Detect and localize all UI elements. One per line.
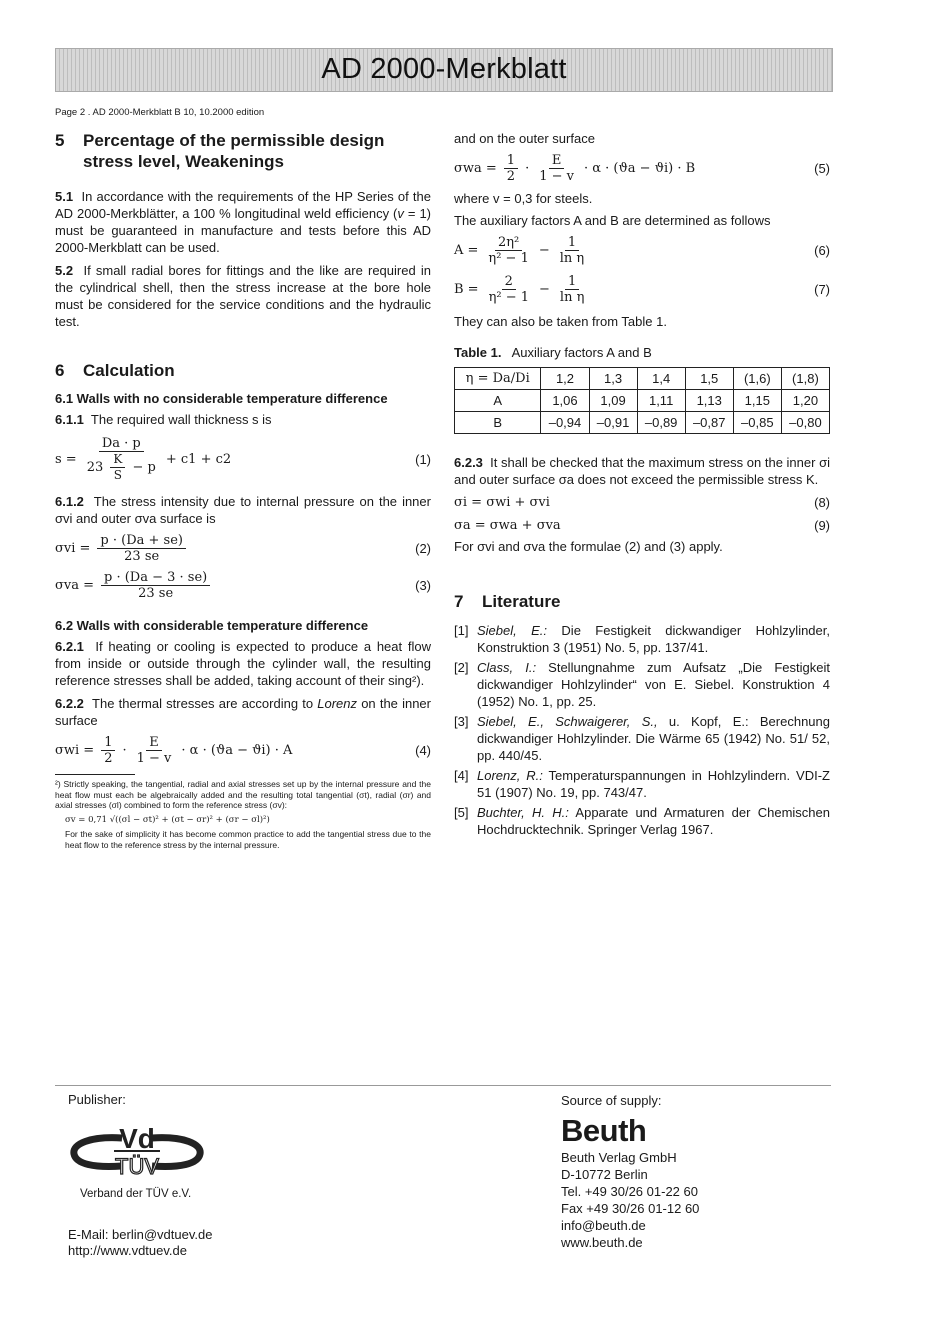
auxiliary-factors-table <box>454 367 830 434</box>
left-column <box>55 130 431 850</box>
equation-8: σi = σwi + σvi (8) <box>454 495 830 510</box>
source-of-supply <box>561 1092 699 1251</box>
table-cell: 1,15 <box>733 390 781 412</box>
section-6-heading: 6 Calculation <box>55 361 175 380</box>
supply-line: Tel. +49 30/26 01-22 60 <box>561 1184 698 1199</box>
list-item: [4] Lorenz, R.: Temperaturspannungen in Hohlzylindern. VDI-Z 51 (1907) No. 19, pp. 743/47. <box>454 768 830 800</box>
para-6-1-2: 6.1.2 The stress intensity due to internal pressure on the inner σvi and outer σva surface is <box>55 494 431 526</box>
table-cell: 1,5 <box>685 368 733 390</box>
equation-1: s = Da · p 23 $\frac{K}{S}$ − p + c1 + c2 (1) <box>55 436 431 482</box>
footer-divider <box>55 1085 831 1086</box>
verband-caption: Verband der TÜV e.V. <box>80 1188 192 1200</box>
table-cell: 1,06 <box>541 390 589 412</box>
list-item: [3] Siebel, E., Schwaigerer, S., u. Kopf, E.: Berechnung dickwandiger Hohlzylinder. Die Wärme 65 (1942) No. 51/ 52, pp. 440/45. <box>454 714 830 763</box>
table-cell: 1,20 <box>781 390 829 412</box>
also-text: They can also be taken from Table 1. <box>454 314 667 329</box>
table-cell: 1,2 <box>541 368 589 390</box>
para-6-1-1: 6.1.1 The required wall thickness s is <box>55 412 272 427</box>
para-5-2: 5.2 If small radial bores for fittings and the like are required in the cylindrical shell, then the stress increase at the bore hole must be considered for the service conditions and the hydraulic test. <box>55 263 431 329</box>
logo-text-tuev: TÜV <box>115 1154 159 1179</box>
para-6-2-2: 6.2.2 The thermal stresses are according to Lorenz on the inner surface <box>55 696 431 728</box>
table-cell: –0,91 <box>589 412 637 434</box>
section-7-heading: 7 Literature <box>454 592 561 611</box>
list-item: [2] Class, I.: Stellungnahme zum Aufsatz „Die Festigkeit dickwandiger Hohlzylinder“ von E. Siebel. Konstruktion 4 (1952) No. 1, pp. 25. <box>454 660 830 709</box>
table-cell: –0,80 <box>781 412 829 434</box>
heading-6-1: 6.1 Walls with no considerable temperature difference <box>55 391 388 406</box>
banner-title: AD 2000-Merkblatt <box>321 53 567 85</box>
publisher-contact <box>68 1227 212 1259</box>
table-header-row <box>455 368 830 390</box>
header-banner <box>55 48 833 92</box>
supply-line: www.beuth.de <box>561 1235 643 1250</box>
table-cell: 1,11 <box>637 390 685 412</box>
right-column <box>454 130 830 841</box>
heading-6-2: 6.2 Walls with considerable temperature difference <box>55 618 369 633</box>
table-row <box>455 390 830 412</box>
page-reference: Page 2 . AD 2000-Merkblatt B 10, 10.2000 edition <box>55 107 265 118</box>
logo-text-vd: Vd <box>119 1123 155 1154</box>
beuth-logo: Beuth <box>561 1113 647 1148</box>
publisher-label: Publisher: <box>68 1092 126 1107</box>
equation-6: A = $\frac{\text{2η²}}{\text{η² − 1}}$ − $\frac{1}{\text{ln η}}$ (6) <box>454 235 830 266</box>
table-cell: (1,8) <box>781 368 829 390</box>
outer-surface-text: and on the outer surface <box>454 131 595 146</box>
table-cell: –0,89 <box>637 412 685 434</box>
table-cell: B <box>455 412 541 434</box>
email-text: E-Mail: berlin@vdtuev.de <box>68 1227 213 1242</box>
list-item: [5] Buchter, H. H.: Apparate und Armaturen der Chemischen Hochdrucktechnik. Springer Verlag 1967. <box>454 805 830 837</box>
section-5-heading: 5 Percentage of the permissible design stress level, Weakenings <box>55 131 385 171</box>
table-cell: –0,87 <box>685 412 733 434</box>
equation-5: σwa = $\frac{1}{2}$ · $\frac{E}{1 - v}$ · α · (ϑa − ϑi) · B (5) <box>454 153 830 184</box>
supply-line: Beuth Verlag GmbH <box>561 1150 677 1165</box>
table-cell: (1,6) <box>733 368 781 390</box>
list-item: [1] Siebel, E.: Die Festigkeit dickwandiger Hohlzylinder, Konstruktion 3 (1951) No. 5, pp. 137/41. <box>454 623 830 655</box>
table-caption: Table 1. Auxiliary factors A and B <box>454 345 652 360</box>
vdtuev-logo-icon <box>70 1122 204 1184</box>
equation-4: σwi = $\frac{1}{2}$ · $\frac{E}{1 - v}$ · α · (ϑa − ϑi) · A (4) <box>55 735 431 766</box>
supply-line: D-10772 Berlin <box>561 1167 648 1182</box>
footnote-rule <box>55 774 135 775</box>
equation-9: σa = σwa + σva (9) <box>454 518 830 533</box>
table-cell: 1,3 <box>589 368 637 390</box>
table-row <box>455 412 830 434</box>
supply-line: Fax +49 30/26 01-12 60 <box>561 1201 700 1216</box>
supply-line: info@beuth.de <box>561 1218 646 1233</box>
for-text: For σvi and σva the formulae (2) and (3) apply. <box>454 539 723 554</box>
literature-list <box>454 622 830 838</box>
where-text: where v = 0,3 for steels. <box>454 191 593 206</box>
table-cell: η = Da/Di <box>455 368 541 390</box>
table-cell: 1,13 <box>685 390 733 412</box>
supply-label: Source of supply: <box>561 1093 662 1108</box>
para-6-2-1: 6.2.1 If heating or cooling is expected to produce a heat flow from inside or outside through the cylinder wall, the resulting reference stresses shall be added, taking account of their sing²). <box>55 639 431 688</box>
website-text: http://www.vdtuev.de <box>68 1243 187 1258</box>
para-6-2-3: 6.2.3 It shall be checked that the maximum stress on the inner σi and outer surface σa does not exceed the permissible stress K. <box>454 455 830 487</box>
table-cell: 1,09 <box>589 390 637 412</box>
table-cell: –0,85 <box>733 412 781 434</box>
footnote: ²) Strictly speaking, the tangential, radial and axial stresses set up by the internal pressure and the heat flow must each be algebraically added and the resulting total tangential (σt), radial (σr) and axial stresses (σl) combined to form the reference stress (σv): σv = 0,71 √((σl − σt)² + (σt − σr)² + (σr − σl)²) For the sake of simplicity it has become common practice to add the tangential stress due to the heat flow to the reference stress by the internal pressure. <box>55 779 431 850</box>
equation-7: B = $\frac{2}{\text{η² − 1}}$ − $\frac{1}{\text{ln η}}$ (7) <box>454 274 830 305</box>
para-5-1: 5.1 In accordance with the requirements of the HP Series of the AD 2000-Merkblätter, a 100 % longitudinal weld efficiency (v = 1) must be guaranteed in manufacture and tests before this AD 2000-Merkblatt can be used. <box>55 189 432 255</box>
equation-3: σva = $\frac{p \cdot (Da - 3 \cdot se)}{23 se}$ (3) <box>55 570 431 601</box>
table-cell: 1,4 <box>637 368 685 390</box>
equation-2: σvi = $\frac{p \cdot (Da + se)}{23 se}$ (2) <box>55 533 431 564</box>
table-cell: A <box>455 390 541 412</box>
table-cell: –0,94 <box>541 412 589 434</box>
aux-intro: The auxiliary factors A and B are determined as follows <box>454 213 771 228</box>
